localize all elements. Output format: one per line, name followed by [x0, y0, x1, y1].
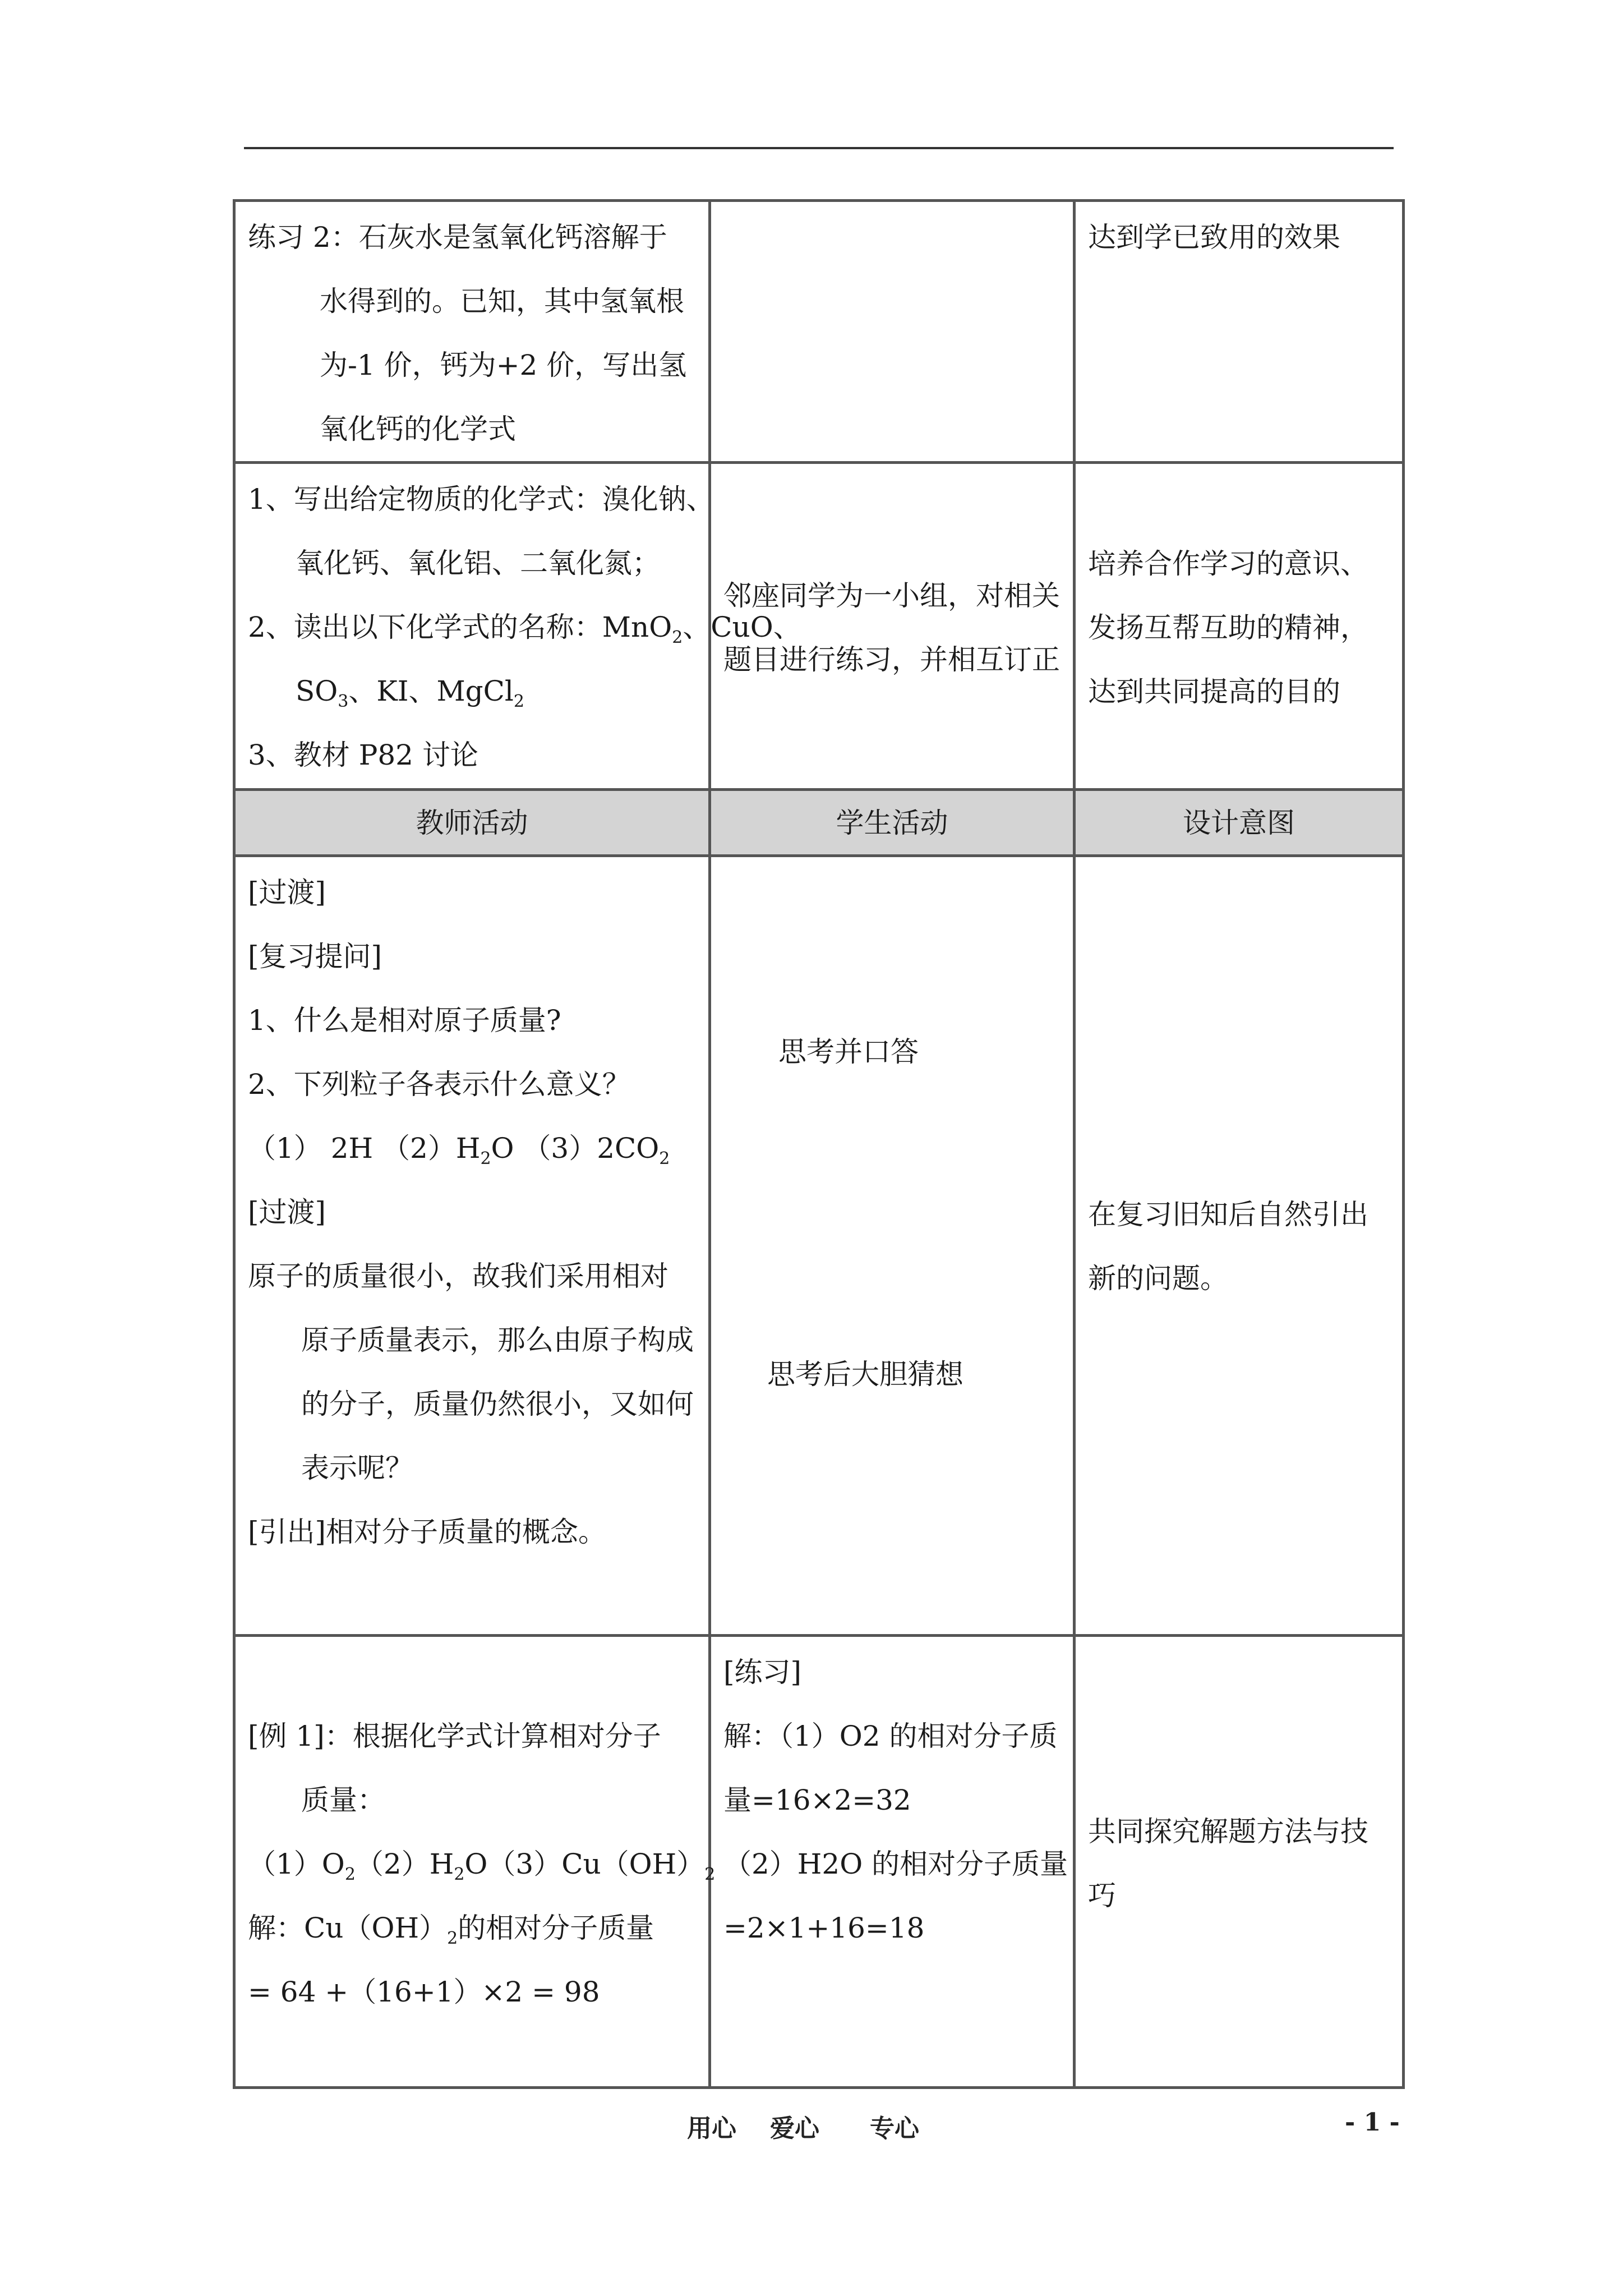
student-activity-cell: [710, 856, 1075, 1636]
particles-line: [248, 1116, 696, 1180]
subscript: 2: [659, 1149, 670, 1168]
intent-line-1: 共同探究解题方法与技: [1088, 1815, 1368, 1848]
header-student-activity: 学生活动: [710, 790, 1075, 856]
review-question-label: [复习提问]: [248, 940, 382, 973]
header-rule: [244, 147, 1394, 149]
exercise-2-line-4: 氧化钙的化学式: [320, 413, 516, 445]
question-2: 2、下列粒子各表示什么意义？: [248, 1068, 630, 1101]
page-number: - 1 -: [1345, 2108, 1400, 2137]
subscript: 2: [704, 1865, 716, 1884]
footer-motto: [687, 2108, 919, 2144]
task-2-line-1: [248, 595, 801, 659]
explanation-line-1: 原子的质量很小，故我们采用相对: [248, 1260, 668, 1292]
intent-line-2: 发扬互帮互助的精神，: [1088, 611, 1368, 644]
solution-text-b: 的相对分子质量: [458, 1912, 654, 1944]
teacher-activity-cell: [234, 1636, 716, 2088]
table-header-row: [234, 790, 1404, 856]
table-row: [234, 856, 1404, 1636]
student-activity-cell: [710, 201, 1075, 463]
design-intent-cell: [1075, 1636, 1404, 2088]
design-intent-cell: [1075, 856, 1404, 1636]
intent-line-2: 巧: [1088, 1879, 1116, 1912]
solution-line-1: [248, 1896, 696, 1960]
teacher-activity-cell: [234, 463, 801, 790]
think-and-answer: 思考并口答: [778, 1036, 919, 1068]
design-intent-text: 达到学已致用的效果: [1088, 221, 1340, 254]
particles-text-a: （1） 2H （2）H: [248, 1132, 481, 1165]
task-2-line-2: [248, 659, 696, 723]
formula-text-b: （2）H: [355, 1848, 454, 1880]
exercise-2-line-3: 为-1 价，钙为+2 价，写出氢: [320, 349, 687, 381]
table-row: [234, 201, 1404, 463]
footer-motto-1: 用心: [687, 2114, 736, 2143]
transition-label: [过渡]: [248, 876, 326, 909]
task-1-line-1: 1、写出给定物质的化学式：溴化钠、: [248, 483, 714, 516]
formula-text-a: （1）O: [248, 1848, 345, 1880]
design-intent-cell: [1075, 463, 1404, 790]
exercise-2-line-2: 水得到的。已知，其中氢氧根: [320, 285, 684, 318]
particles-text-b: O （3）2CO: [491, 1132, 660, 1165]
concept-intro-line: [引出]相对分子质量的概念。: [248, 1516, 607, 1548]
student-activity-cell: [710, 463, 1075, 790]
subscript: 2: [344, 1865, 356, 1884]
intent-line-1: 在复习旧知后自然引出: [1088, 1198, 1368, 1231]
task-1-line-2: 氧化钙、氧化铝、二氧化氮；: [296, 547, 660, 579]
task-3-line: 3、教材 P82 讨论: [248, 739, 478, 771]
footer-motto-3: 专心: [870, 2114, 919, 2143]
question-1: 1、什么是相对原子质量?: [248, 1004, 561, 1037]
task-2-text-b: 、CuO、: [683, 611, 801, 643]
subscript: 2: [672, 628, 683, 647]
solution-text-a: 解：Cu（OH）: [248, 1912, 448, 1944]
group-practice-line-2: 题目进行练习，并相互订正: [723, 643, 1060, 676]
transition-label-2: [过渡]: [248, 1196, 326, 1228]
header-design-intent: 设计意图: [1075, 790, 1404, 856]
table-row: [234, 463, 1404, 790]
table-row: [234, 1636, 1404, 2088]
design-intent-cell: [1075, 201, 1404, 463]
subscript: 2: [513, 692, 524, 711]
think-and-guess: 思考后大胆猜想: [767, 1358, 963, 1391]
task-2-text-a: 2、读出以下化学式的名称：MnO: [248, 611, 672, 643]
footer-motto-2: 爱心: [770, 2114, 819, 2143]
practice-line-2: 量=16×2=32: [723, 1784, 911, 1816]
practice-line-4: =2×1+16=18: [723, 1912, 925, 1944]
practice-line-3: （2）H2O 的相对分子质量: [723, 1848, 1068, 1880]
exercise-2-line-1: 练习 2：石灰水是氢氧化钙溶解于: [248, 221, 667, 254]
example-1-line-1: [例 1]：根据化学式计算相对分子: [248, 1720, 661, 1752]
subscript: 3: [338, 692, 349, 711]
solution-line-2: = 64 +（16+1）×2 = 98: [248, 1976, 600, 2008]
explanation-line-3: 的分子，质量仍然很小，又如何: [301, 1388, 694, 1420]
subscript: 2: [480, 1149, 491, 1168]
task-2-text-c: SO: [296, 675, 338, 707]
explanation-line-4: 表示呢？: [301, 1452, 413, 1484]
example-1-formulas: [248, 1832, 716, 1896]
header-teacher-activity: 教师活动: [234, 790, 710, 856]
formula-text-c: O（3）Cu（OH）: [464, 1848, 705, 1880]
teacher-activity-cell: [234, 856, 710, 1636]
subscript: 2: [454, 1865, 465, 1884]
practice-line-1: 解：（1）O2 的相对分子质: [723, 1720, 1058, 1752]
explanation-line-2: 原子质量表示，那么由原子构成: [301, 1324, 694, 1356]
group-practice-line-1: 邻座同学为一小组，对相关: [723, 579, 1060, 612]
example-1-line-2: 质量：: [301, 1784, 385, 1816]
lesson-plan-table: [233, 199, 1405, 2089]
practice-label: [练习]: [723, 1656, 802, 1688]
subscript: 2: [447, 1929, 458, 1948]
intent-line-3: 达到共同提高的目的: [1088, 675, 1340, 708]
intent-line-2: 新的问题。: [1088, 1262, 1228, 1295]
task-2-text-d: 、KI、MgCl: [348, 675, 514, 707]
intent-line-1: 培养合作学习的意识、: [1088, 547, 1368, 580]
teacher-activity-cell: [234, 201, 710, 463]
student-activity-cell: [710, 1636, 1075, 2088]
